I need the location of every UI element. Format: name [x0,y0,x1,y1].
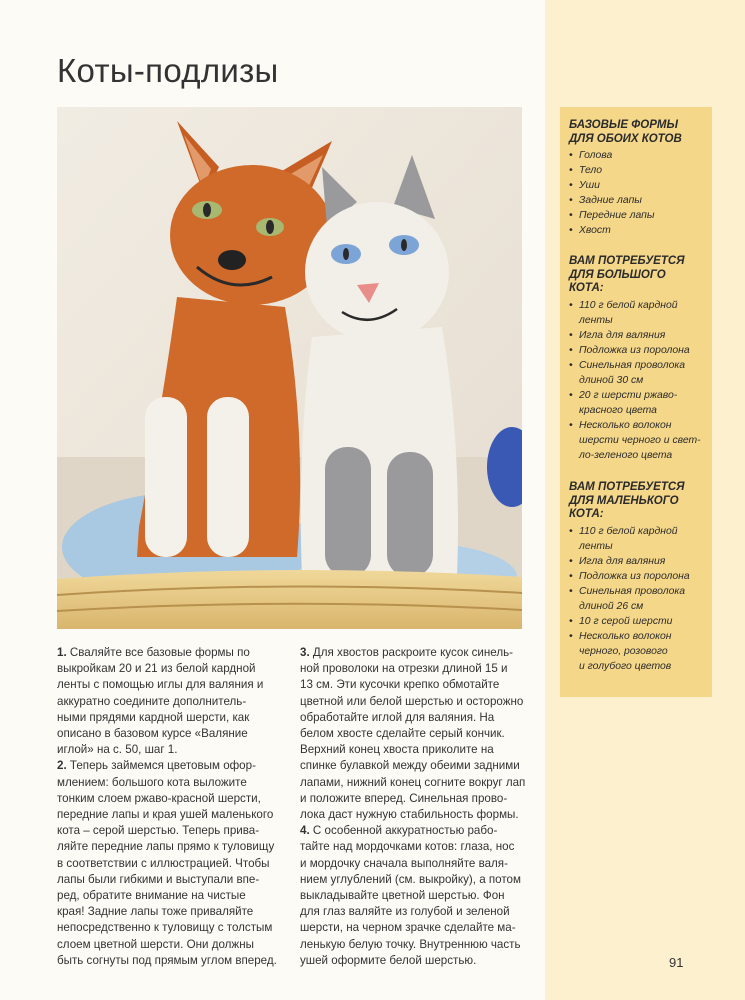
step-3: 3. Для хвостов раскроите кусок синель- ной проволоки на отрезки длиной 15 и 13 см. Эти кусочки крепко обмотайте цветной или белой шерстью и осторожно обработайте иглой для валяния. На белом хвосте сделайте серый кончик. Верхний конец хвоста приколите на спинке булавкой между обеими задними лапами, нижний конец согните вокруг лап и положите вперед. Синельная прово- лока даст нужную стабильность формы. [300,646,526,822]
list-item: • Подложка из поролона [569,569,709,584]
list-item: • 20 г шерсти ржаво- красного цвета [569,388,709,418]
list-item: • Голова [569,148,709,163]
step-4: 4. С особенной аккуратностью рабо- тайте над мордочками котов: глаза, нос и мордочку сначала выполняйте валя- нием углублений (см. выкройку), а потом выкладывайте цветной шерстью. Фон для глаз валяйте из голубой и зеленой шерсти, на черном зрачке сделайте ма- ленькую белую точку. Внутреннюю часть ушей оформите белой шерстью. [300,824,521,967]
list-item: • 10 г серой шерсти [569,614,709,629]
big-cat-list [569,298,709,463]
list-item: • Подложка из поролона [569,343,709,358]
list-item: • 110 г белой кардной ленты [569,298,709,328]
big-cat-heading: ВАМ ПОТРЕБУЕТСЯ ДЛЯ БОЛЬШОГО КОТА: [569,255,685,294]
list-item: • Игла для валяния [569,328,709,343]
list-item: • Уши [569,178,709,193]
list-item: • Хвост [569,223,709,238]
big-cat-section [569,255,709,463]
list-item: • Тело [569,163,709,178]
list-item: • Несколько волокон шерсти черного и свет- ло-зеленого цвета [569,418,709,463]
list-item: • Синельная проволока длиной 30 см [569,358,709,388]
small-cat-list [569,524,709,674]
step-number: 4. [300,824,310,838]
page-number: 91 [669,955,684,970]
basket [57,570,522,629]
list-item: • Передние лапы [569,208,709,223]
small-cat-heading: ВАМ ПОТРЕБУЕТСЯ ДЛЯ МАЛЕНЬКОГО КОТА: [569,481,685,520]
step-1: 1. Сваляйте все базовые формы по выкройкам 20 и 21 из белой кардной ленты с помощью иглы для валяния и аккуратно соедините дополнитель- ными прядями кардной шерсти, как описано в базовом курсе «Валяние иглой» на с. 50, шаг 1. [57,646,264,757]
list-item: • Игла для валяния [569,554,709,569]
cats-photo [57,107,522,629]
page-title: Коты-подлизы [57,52,279,89]
base-forms-list [569,148,709,238]
base-forms-heading: БАЗОВЫЕ ФОРМЫ ДЛЯ ОБОИХ КОТОВ [569,119,682,145]
step-number: 1. [57,646,67,659]
step-2: 2. Теперь займемся цветовым офор- млением: большого кота выложите тонким слоем ржаво-красной шерсти, передние лапы и края ушей маленького кота – серой шерстью. Теперь прива- ляйте передние лапы прямо к туловищу в соответствии с иллюстрацией. Чтобы лапы были гибкими и выступали впе- ред, обратите внимание на чистые края! Задние лапы тоже приваляйте непосредственно к туловищу с толстым слоем цветной шерсти. Они должны быть согнуты под прямым углом вперед. [57,759,277,967]
list-item: • Задние лапы [569,193,709,208]
text-column-left [57,645,295,969]
step-number: 3. [300,646,310,659]
list-item: • 110 г белой кардной ленты [569,524,709,554]
base-forms-section [569,119,709,238]
list-item: • Несколько волокон черного, розового и голубого цветов [569,629,709,674]
step-number: 2. [57,759,67,773]
list-item: • Синельная проволока длиной 26 см [569,584,709,614]
small-cat-section [569,481,709,674]
text-column-right [300,645,532,969]
materials-sidebar [560,107,712,697]
